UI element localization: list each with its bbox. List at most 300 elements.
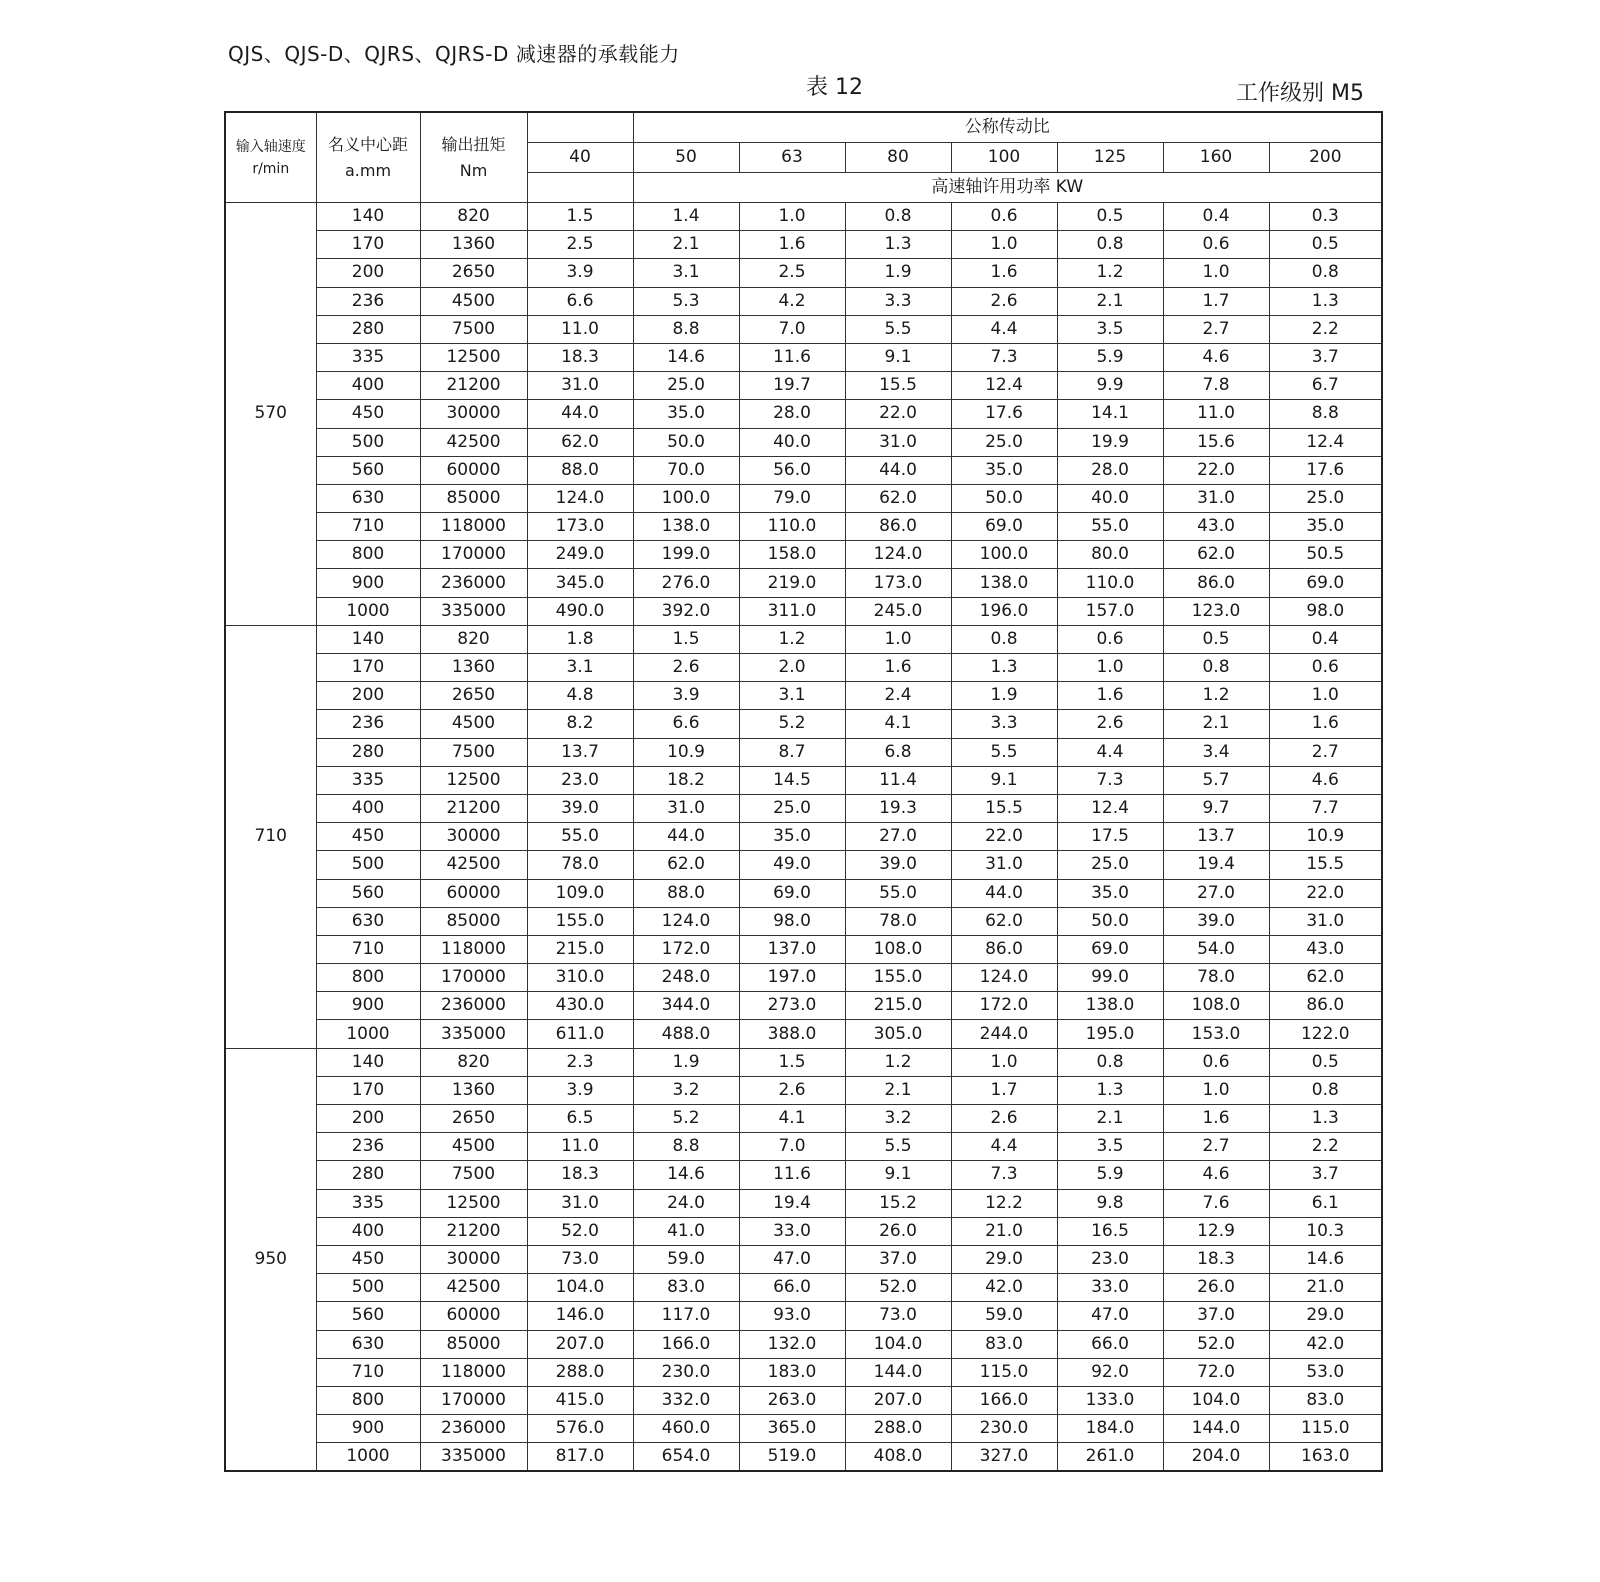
table-row: [225, 1020, 1382, 1048]
power-cell: 72.0: [1163, 1358, 1269, 1386]
power-cell: 288.0: [527, 1358, 633, 1386]
output-torque-cell: 7500: [420, 1161, 527, 1189]
power-cell: 25.0: [951, 428, 1057, 456]
table-row: [225, 964, 1382, 992]
output-torque-cell: 1360: [420, 654, 527, 682]
power-cell: 1.2: [1057, 259, 1163, 287]
power-cell: 62.0: [527, 428, 633, 456]
table-row: [225, 794, 1382, 822]
power-cell: 99.0: [1057, 964, 1163, 992]
header-ratio-125: 125: [1057, 143, 1163, 173]
power-cell: 29.0: [951, 1245, 1057, 1273]
center-distance-cell: 170: [316, 1076, 420, 1104]
power-cell: 0.5: [1269, 231, 1382, 259]
power-cell: 62.0: [951, 907, 1057, 935]
output-torque-cell: 30000: [420, 823, 527, 851]
table-row: [225, 992, 1382, 1020]
output-torque-cell: 170000: [420, 964, 527, 992]
power-cell: 1.0: [951, 231, 1057, 259]
power-cell: 4.4: [1057, 738, 1163, 766]
center-distance-cell: 1000: [316, 1020, 420, 1048]
table-row: [225, 259, 1382, 287]
power-cell: 184.0: [1057, 1415, 1163, 1443]
table-row: [225, 1415, 1382, 1443]
output-torque-cell: 30000: [420, 400, 527, 428]
power-cell: 2.2: [1269, 315, 1382, 343]
power-cell: 23.0: [1057, 1245, 1163, 1273]
header-input-speed-label: 输入轴速度: [235, 138, 306, 155]
table-row: [225, 654, 1382, 682]
power-cell: 56.0: [739, 456, 845, 484]
power-cell: 1.5: [527, 203, 633, 231]
power-cell: 14.6: [633, 343, 739, 371]
power-cell: 44.0: [527, 400, 633, 428]
power-cell: 2.4: [845, 682, 951, 710]
power-cell: 12.4: [951, 372, 1057, 400]
center-distance-cell: 630: [316, 484, 420, 512]
power-cell: 8.2: [527, 710, 633, 738]
power-cell: 5.2: [633, 1105, 739, 1133]
power-cell: 49.0: [739, 851, 845, 879]
power-cell: 15.5: [1269, 851, 1382, 879]
power-cell: 1.0: [1269, 682, 1382, 710]
power-cell: 31.0: [633, 794, 739, 822]
output-torque-cell: 21200: [420, 794, 527, 822]
power-cell: 28.0: [1057, 456, 1163, 484]
power-cell: 11.0: [527, 1133, 633, 1161]
power-cell: 21.0: [1269, 1274, 1382, 1302]
power-cell: 14.1: [1057, 400, 1163, 428]
center-distance-cell: 800: [316, 964, 420, 992]
power-cell: 23.0: [527, 766, 633, 794]
power-cell: 166.0: [633, 1330, 739, 1358]
power-cell: 1.5: [633, 625, 739, 653]
power-cell: 654.0: [633, 1443, 739, 1472]
power-cell: 388.0: [739, 1020, 845, 1048]
power-cell: 144.0: [1163, 1415, 1269, 1443]
power-cell: 73.0: [845, 1302, 951, 1330]
power-cell: 3.3: [951, 710, 1057, 738]
power-cell: 21.0: [951, 1217, 1057, 1245]
output-torque-cell: 12500: [420, 343, 527, 371]
power-cell: 230.0: [951, 1415, 1057, 1443]
table-row: [225, 231, 1382, 259]
table-row: [225, 738, 1382, 766]
output-torque-cell: 170000: [420, 541, 527, 569]
power-cell: 488.0: [633, 1020, 739, 1048]
center-distance-cell: 500: [316, 851, 420, 879]
header-ratio-63: 63: [739, 143, 845, 173]
power-cell: 86.0: [1163, 569, 1269, 597]
power-cell: 261.0: [1057, 1443, 1163, 1472]
power-cell: 15.2: [845, 1189, 951, 1217]
power-cell: 2.3: [527, 1048, 633, 1076]
power-cell: 9.8: [1057, 1189, 1163, 1217]
power-cell: 155.0: [845, 964, 951, 992]
power-cell: 817.0: [527, 1443, 633, 1472]
power-cell: 10.9: [633, 738, 739, 766]
power-cell: 73.0: [527, 1245, 633, 1273]
power-cell: 12.4: [1269, 428, 1382, 456]
power-cell: 519.0: [739, 1443, 845, 1472]
power-cell: 1.3: [1269, 1105, 1382, 1133]
power-cell: 62.0: [1163, 541, 1269, 569]
table-row: [225, 287, 1382, 315]
power-cell: 5.2: [739, 710, 845, 738]
power-cell: 263.0: [739, 1386, 845, 1414]
power-cell: 3.5: [1057, 315, 1163, 343]
power-cell: 86.0: [1269, 992, 1382, 1020]
center-distance-cell: 236: [316, 1133, 420, 1161]
power-cell: 3.3: [845, 287, 951, 315]
power-cell: 392.0: [633, 597, 739, 625]
center-distance-cell: 450: [316, 400, 420, 428]
center-distance-cell: 560: [316, 456, 420, 484]
power-cell: 22.0: [845, 400, 951, 428]
power-cell: 6.1: [1269, 1189, 1382, 1217]
power-cell: 43.0: [1269, 935, 1382, 963]
power-cell: 35.0: [633, 400, 739, 428]
center-distance-cell: 200: [316, 1105, 420, 1133]
power-cell: 245.0: [845, 597, 951, 625]
power-cell: 31.0: [1269, 907, 1382, 935]
power-cell: 100.0: [951, 541, 1057, 569]
header-ratio-50: 50: [633, 143, 739, 173]
power-cell: 276.0: [633, 569, 739, 597]
power-cell: 7.0: [739, 1133, 845, 1161]
output-torque-cell: 60000: [420, 1302, 527, 1330]
power-cell: 408.0: [845, 1443, 951, 1472]
power-cell: 115.0: [951, 1358, 1057, 1386]
power-cell: 26.0: [845, 1217, 951, 1245]
power-cell: 4.1: [739, 1105, 845, 1133]
table-row: [225, 907, 1382, 935]
power-cell: 31.0: [527, 372, 633, 400]
center-distance-cell: 1000: [316, 597, 420, 625]
power-cell: 3.2: [845, 1105, 951, 1133]
table-row: [225, 1358, 1382, 1386]
power-cell: 14.6: [633, 1161, 739, 1189]
power-cell: 1.8: [527, 625, 633, 653]
power-cell: 163.0: [1269, 1443, 1382, 1472]
power-cell: 490.0: [527, 597, 633, 625]
table-row: [225, 879, 1382, 907]
power-cell: 83.0: [951, 1330, 1057, 1358]
power-cell: 288.0: [845, 1415, 951, 1443]
power-cell: 5.7: [1163, 766, 1269, 794]
power-cell: 25.0: [1269, 484, 1382, 512]
power-cell: 50.5: [1269, 541, 1382, 569]
power-cell: 88.0: [633, 879, 739, 907]
power-cell: 69.0: [739, 879, 845, 907]
power-cell: 52.0: [1163, 1330, 1269, 1358]
output-torque-cell: 42500: [420, 851, 527, 879]
power-cell: 7.3: [1057, 766, 1163, 794]
power-cell: 1.0: [951, 1048, 1057, 1076]
power-cell: 0.4: [1269, 625, 1382, 653]
power-cell: 44.0: [845, 456, 951, 484]
power-cell: 6.6: [633, 710, 739, 738]
power-cell: 26.0: [1163, 1274, 1269, 1302]
header-input-speed: [225, 112, 316, 203]
header-power-group: 高速轴许用功率 KW: [633, 173, 1382, 203]
power-cell: 2.1: [845, 1076, 951, 1104]
output-torque-cell: 820: [420, 203, 527, 231]
center-distance-cell: 335: [316, 766, 420, 794]
header-blank-cell: [527, 173, 633, 203]
power-cell: 4.6: [1269, 766, 1382, 794]
center-distance-cell: 900: [316, 569, 420, 597]
header-blank-cell: [527, 112, 633, 143]
load-capacity-table: [224, 111, 1383, 1472]
center-distance-cell: 560: [316, 1302, 420, 1330]
power-cell: 5.9: [1057, 1161, 1163, 1189]
power-cell: 124.0: [951, 964, 1057, 992]
power-cell: 37.0: [845, 1245, 951, 1273]
power-cell: 1.3: [845, 231, 951, 259]
power-cell: 11.6: [739, 343, 845, 371]
power-cell: 19.3: [845, 794, 951, 822]
power-cell: 3.7: [1269, 343, 1382, 371]
power-cell: 59.0: [951, 1302, 1057, 1330]
power-cell: 33.0: [739, 1217, 845, 1245]
power-cell: 13.7: [1163, 823, 1269, 851]
power-cell: 215.0: [527, 935, 633, 963]
power-cell: 5.5: [845, 315, 951, 343]
power-cell: 1.6: [1269, 710, 1382, 738]
input-speed-cell: 950: [225, 1048, 316, 1471]
power-cell: 0.6: [1057, 625, 1163, 653]
power-cell: 10.3: [1269, 1217, 1382, 1245]
output-torque-cell: 21200: [420, 1217, 527, 1245]
power-cell: 1.2: [739, 625, 845, 653]
power-cell: 62.0: [1269, 964, 1382, 992]
power-cell: 22.0: [1269, 879, 1382, 907]
power-cell: 19.4: [1163, 851, 1269, 879]
table-row: [225, 1443, 1382, 1472]
power-cell: 0.5: [1269, 1048, 1382, 1076]
power-cell: 117.0: [633, 1302, 739, 1330]
header-output-torque-label: 输出扭矩: [441, 134, 506, 154]
power-cell: 11.4: [845, 766, 951, 794]
power-cell: 138.0: [951, 569, 1057, 597]
power-cell: 345.0: [527, 569, 633, 597]
power-cell: 110.0: [739, 513, 845, 541]
table-row: [225, 1330, 1382, 1358]
power-cell: 35.0: [739, 823, 845, 851]
power-cell: 69.0: [951, 513, 1057, 541]
power-cell: 144.0: [845, 1358, 951, 1386]
power-cell: 6.7: [1269, 372, 1382, 400]
power-cell: 0.8: [1057, 231, 1163, 259]
header-ratio-200: 200: [1269, 143, 1382, 173]
center-distance-cell: 280: [316, 315, 420, 343]
power-cell: 344.0: [633, 992, 739, 1020]
power-cell: 17.6: [1269, 456, 1382, 484]
power-cell: 2.5: [527, 231, 633, 259]
power-cell: 3.1: [633, 259, 739, 287]
power-cell: 124.0: [845, 541, 951, 569]
center-distance-cell: 900: [316, 1415, 420, 1443]
power-cell: 124.0: [527, 484, 633, 512]
power-cell: 2.0: [739, 654, 845, 682]
output-torque-cell: 7500: [420, 315, 527, 343]
power-cell: 0.8: [845, 203, 951, 231]
power-cell: 29.0: [1269, 1302, 1382, 1330]
power-cell: 1.0: [845, 625, 951, 653]
power-cell: 54.0: [1163, 935, 1269, 963]
power-cell: 7.7: [1269, 794, 1382, 822]
power-cell: 3.1: [739, 682, 845, 710]
table-row: [225, 484, 1382, 512]
table-row: [225, 569, 1382, 597]
power-cell: 1.6: [845, 654, 951, 682]
power-cell: 1.5: [739, 1048, 845, 1076]
center-distance-cell: 400: [316, 372, 420, 400]
power-cell: 2.6: [633, 654, 739, 682]
power-cell: 19.9: [1057, 428, 1163, 456]
power-cell: 17.5: [1057, 823, 1163, 851]
power-cell: 50.0: [633, 428, 739, 456]
power-cell: 15.6: [1163, 428, 1269, 456]
output-torque-cell: 236000: [420, 569, 527, 597]
center-distance-cell: 710: [316, 1358, 420, 1386]
power-cell: 19.7: [739, 372, 845, 400]
power-cell: 0.6: [1163, 1048, 1269, 1076]
power-cell: 2.6: [951, 287, 1057, 315]
power-cell: 138.0: [633, 513, 739, 541]
power-cell: 110.0: [1057, 569, 1163, 597]
power-cell: 3.2: [633, 1076, 739, 1104]
header-ratio-group: 公称传动比: [633, 112, 1382, 143]
center-distance-cell: 450: [316, 823, 420, 851]
output-torque-cell: 170000: [420, 1386, 527, 1414]
power-cell: 39.0: [527, 794, 633, 822]
power-cell: 2.7: [1163, 1133, 1269, 1161]
power-cell: 79.0: [739, 484, 845, 512]
power-cell: 204.0: [1163, 1443, 1269, 1472]
power-cell: 138.0: [1057, 992, 1163, 1020]
power-cell: 7.0: [739, 315, 845, 343]
power-cell: 7.3: [951, 1161, 1057, 1189]
center-distance-cell: 200: [316, 259, 420, 287]
center-distance-cell: 560: [316, 879, 420, 907]
work-level-label: 工作级别 M5: [1236, 81, 1364, 106]
header-center-distance: [316, 112, 420, 203]
power-cell: 157.0: [1057, 597, 1163, 625]
document-title: QJS、QJS-D、QJRS、QJRS-D 减速器的承载能力: [228, 42, 680, 66]
power-cell: 86.0: [951, 935, 1057, 963]
power-cell: 1.0: [739, 203, 845, 231]
power-cell: 172.0: [951, 992, 1057, 1020]
power-cell: 11.0: [1163, 400, 1269, 428]
center-distance-cell: 1000: [316, 1443, 420, 1472]
power-cell: 6.5: [527, 1105, 633, 1133]
power-cell: 18.3: [527, 1161, 633, 1189]
table-row: [225, 682, 1382, 710]
power-cell: 124.0: [633, 907, 739, 935]
power-cell: 1.0: [1057, 654, 1163, 682]
output-torque-cell: 118000: [420, 935, 527, 963]
power-cell: 3.9: [633, 682, 739, 710]
center-distance-cell: 630: [316, 907, 420, 935]
center-distance-cell: 500: [316, 1274, 420, 1302]
power-cell: 104.0: [845, 1330, 951, 1358]
power-cell: 31.0: [1163, 484, 1269, 512]
table-row: [225, 1048, 1382, 1076]
power-cell: 133.0: [1057, 1386, 1163, 1414]
power-cell: 69.0: [1269, 569, 1382, 597]
table-row: [225, 710, 1382, 738]
output-torque-cell: 60000: [420, 879, 527, 907]
power-cell: 11.6: [739, 1161, 845, 1189]
power-cell: 40.0: [1057, 484, 1163, 512]
table-row: [225, 1245, 1382, 1273]
power-cell: 44.0: [951, 879, 1057, 907]
power-cell: 33.0: [1057, 1274, 1163, 1302]
power-cell: 50.0: [951, 484, 1057, 512]
power-cell: 0.8: [1163, 654, 1269, 682]
table-row: [225, 343, 1382, 371]
power-cell: 39.0: [1163, 907, 1269, 935]
table-number: 表 12: [806, 75, 863, 100]
power-cell: 310.0: [527, 964, 633, 992]
power-cell: 35.0: [1269, 513, 1382, 541]
power-cell: 7.3: [951, 343, 1057, 371]
power-cell: 0.3: [1269, 203, 1382, 231]
power-cell: 1.6: [951, 259, 1057, 287]
header-input-speed-unit: r/min: [252, 160, 290, 177]
table-row: [225, 766, 1382, 794]
center-distance-cell: 280: [316, 1161, 420, 1189]
power-cell: 1.2: [1163, 682, 1269, 710]
header-output-torque: [420, 112, 527, 203]
power-cell: 62.0: [845, 484, 951, 512]
power-cell: 244.0: [951, 1020, 1057, 1048]
center-distance-cell: 335: [316, 343, 420, 371]
power-cell: 27.0: [845, 823, 951, 851]
power-cell: 19.4: [739, 1189, 845, 1217]
table-row: [225, 935, 1382, 963]
table-row: [225, 428, 1382, 456]
center-distance-cell: 170: [316, 654, 420, 682]
power-cell: 35.0: [1057, 879, 1163, 907]
output-torque-cell: 236000: [420, 1415, 527, 1443]
power-cell: 4.6: [1163, 343, 1269, 371]
table-row: [225, 372, 1382, 400]
power-cell: 1.7: [951, 1076, 1057, 1104]
output-torque-cell: 2650: [420, 682, 527, 710]
power-cell: 1.9: [951, 682, 1057, 710]
power-cell: 2.6: [739, 1076, 845, 1104]
power-cell: 207.0: [845, 1386, 951, 1414]
power-cell: 207.0: [527, 1330, 633, 1358]
power-cell: 0.8: [951, 625, 1057, 653]
power-cell: 14.5: [739, 766, 845, 794]
center-distance-cell: 280: [316, 738, 420, 766]
power-cell: 86.0: [845, 513, 951, 541]
center-distance-cell: 630: [316, 1330, 420, 1358]
power-cell: 327.0: [951, 1443, 1057, 1472]
power-cell: 100.0: [633, 484, 739, 512]
power-cell: 24.0: [633, 1189, 739, 1217]
power-cell: 153.0: [1163, 1020, 1269, 1048]
power-cell: 1.4: [633, 203, 739, 231]
power-cell: 25.0: [1057, 851, 1163, 879]
power-cell: 18.3: [527, 343, 633, 371]
power-cell: 2.5: [739, 259, 845, 287]
power-cell: 35.0: [951, 456, 1057, 484]
